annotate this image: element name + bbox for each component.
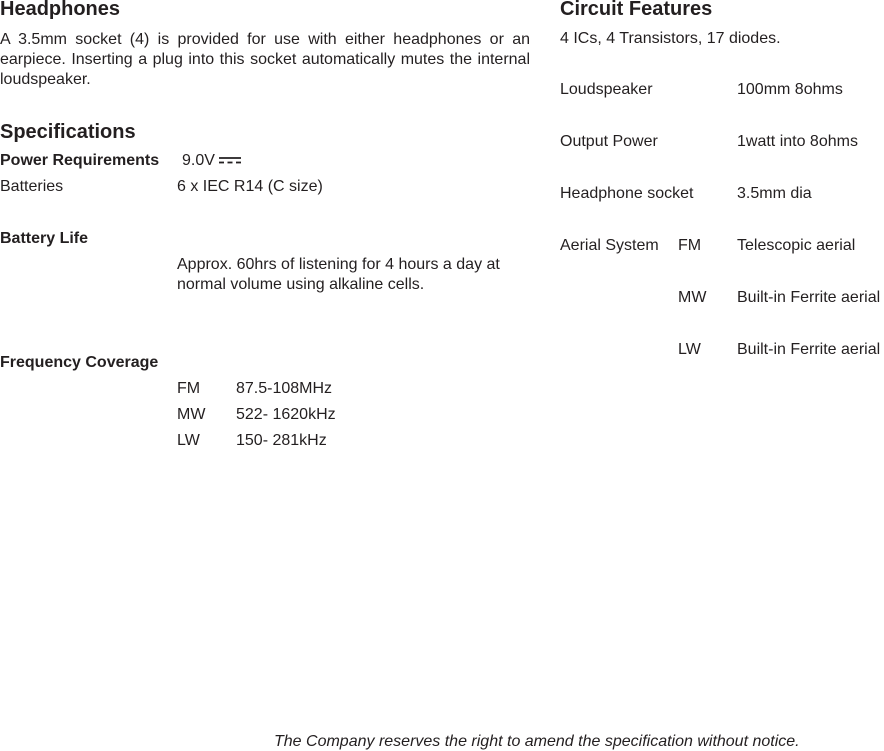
headphones-paragraph: A 3.5mm socket (4) is provided for use with either headphones or an earpiece. Inserting a plug into this socket automatically mutes the internal loudspeaker. xyxy=(0,31,530,88)
battery-life-line-1: Approx. 60hrs of listening for 4 hours a day at xyxy=(177,256,500,273)
footer-notice: The Company reserves the right to amend the specification without notice. xyxy=(274,733,800,750)
loudspeaker-label: Loudspeaker xyxy=(560,81,653,98)
dc-symbol-icon xyxy=(219,156,241,164)
frequency-coverage-label: Frequency Coverage xyxy=(0,354,159,371)
headphone-socket-value: 3.5mm dia xyxy=(737,185,812,202)
frequency-range-lw: 150- 281kHz xyxy=(236,432,327,449)
frequency-range-fm: 87.5-108MHz xyxy=(236,380,333,397)
circuit-features-heading: Circuit Features xyxy=(560,0,713,20)
specifications-heading: Specifications xyxy=(0,121,136,143)
headphones-heading: Headphones xyxy=(0,0,121,20)
power-voltage: 9.0V xyxy=(182,152,215,169)
aerial-system-label: Aerial System xyxy=(560,237,659,254)
battery-life-line-2: normal volume using alkaline cells. xyxy=(177,276,425,293)
aerial-band-mw: MW xyxy=(678,289,707,306)
frequency-band-fm: FM xyxy=(177,380,201,397)
power-requirements-label: Power Requirements xyxy=(0,152,160,169)
aerial-type-fm: Telescopic aerial xyxy=(737,237,856,254)
output-power-value: 1watt into 8ohms xyxy=(737,133,858,150)
aerial-band-fm: FM xyxy=(678,237,702,254)
power-requirements-value xyxy=(182,152,241,170)
circuit-summary: 4 ICs, 4 Transistors, 17 diodes. xyxy=(560,30,781,47)
aerial-type-mw: Built-in Ferrite aerial xyxy=(737,289,881,306)
aerial-band-lw: LW xyxy=(678,341,701,358)
batteries-value: 6 x IEC R14 (C size) xyxy=(177,178,323,195)
headphone-socket-label: Headphone socket xyxy=(560,185,694,202)
batteries-label: Batteries xyxy=(0,178,64,195)
frequency-band-lw: LW xyxy=(177,432,200,449)
frequency-band-mw: MW xyxy=(177,406,206,423)
frequency-range-mw: 522- 1620kHz xyxy=(236,406,336,423)
aerial-type-lw: Built-in Ferrite aerial xyxy=(737,341,881,358)
output-power-label: Output Power xyxy=(560,133,658,150)
loudspeaker-value: 100mm 8ohms xyxy=(737,81,843,98)
battery-life-label: Battery Life xyxy=(0,230,89,247)
